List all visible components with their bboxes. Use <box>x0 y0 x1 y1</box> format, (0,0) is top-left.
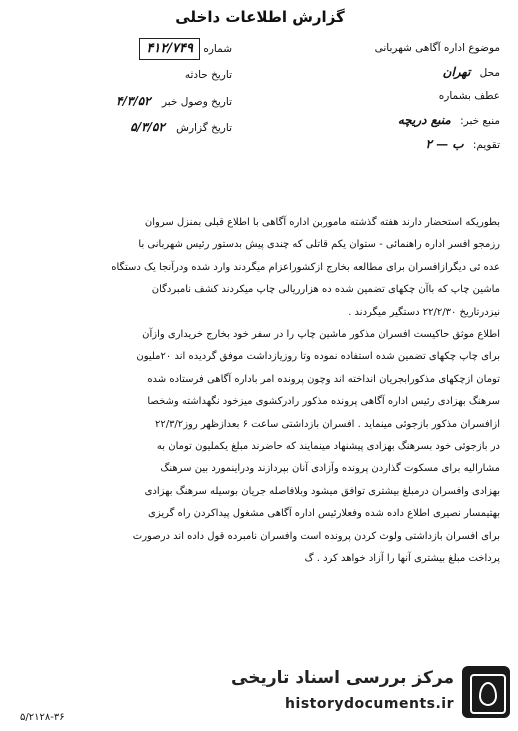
received-date-value: ۴/۳/۵۲ <box>116 94 151 108</box>
assessment-label: تقویم: <box>472 139 500 151</box>
place-value: تهران <box>442 65 471 79</box>
place-row <box>280 60 500 84</box>
number-value: ۴۱۲/۷۴۹ <box>139 38 200 60</box>
watermark <box>210 660 510 726</box>
report-date-row <box>22 114 232 140</box>
incident-date-label: تاریخ حادثه <box>184 69 232 81</box>
source-label: منبع خبر: <box>460 115 500 127</box>
report-body <box>20 212 500 571</box>
watermark-org-name: مرکز بررسی اسناد تاریخی <box>231 668 454 688</box>
subject-value: اداره آگاهی شهربانی <box>374 42 465 54</box>
reference-label: عطف بشماره <box>438 90 500 102</box>
body-line: ازافسران مذکور بازجوئی مینماید . افسران بازداشتی ساعت ۶ بعدازظهر روز۲۲/۳/۲ <box>154 418 500 430</box>
body-line: مشارالیه برای مسکوت گذاردن پرونده وآزادی آنان بپردازند ودراینمورد بین سرهنگ <box>160 463 500 475</box>
reference-row <box>280 84 500 108</box>
header-fields-right <box>280 36 500 156</box>
body-line: ماشین چاپ که باآن چکهای تضمین شده ده هزارریالی چاپ میکردند کشف نامبردگان <box>151 284 500 296</box>
number-label: شماره <box>203 43 232 55</box>
assessment-value: ب — ۲ <box>425 137 464 151</box>
body-line: بهتیمسار نصیری اطلاع داده شده وفعلارئیس اداره آگاهی مشغول پیداکردن راه گریزی <box>148 508 500 520</box>
body-line: بطوریکه استحضار دارند هفته گذشته ماموربن اداره آگاهی با اطلاع قبلی بمنزل سروان <box>144 217 500 228</box>
header-fields-left <box>22 36 232 140</box>
body-line: اطلاع موثق حاکیست افسران مذکور ماشین چاپ را در سفر خود بخارج خریداری وازآن <box>142 329 500 341</box>
place-label: محل <box>479 67 500 79</box>
body-line: پرداخت مبلغ بیشتری آنها را آزاد خواهد کرد . گ <box>304 553 500 565</box>
body-line: بهزادی وافسران درمبلغ بیشتری توافق میشود وبلافاصله جریان بوسیله سرهنگ بهزادی <box>144 485 500 497</box>
received-date-label: تاریخ وصول خبر <box>161 96 232 108</box>
body-line: نیزدرتاریخ ۲۲/۲/۳۰ دستگیر میگردند . <box>348 306 500 318</box>
source-value: منبع دریچه <box>397 113 451 127</box>
assessment-row <box>280 132 500 156</box>
incident-date-row <box>22 62 232 88</box>
body-line: در بازجوئی خود بسرهنگ بهزادی پیشنهاد مینمایند که حاضرند مبلغ یکملیون تومان به <box>156 441 500 453</box>
body-line: برای چاپ چکهای تضمین شده استفاده نموده وتا روزیازداشت موفق گردیده اند ۲۰ملیون <box>136 351 500 363</box>
source-row <box>280 108 500 132</box>
archive-logo-icon <box>462 666 510 718</box>
subject-label: موضوع <box>468 42 500 54</box>
body-line: رزمجو افسر اداره راهنمائی - ستوان یکم قاتلی که چندی پیش بدستور رئیس شهربانی با <box>138 239 500 251</box>
body-line: عده ئی دیگرازافسران برای مطالعه بخارج ازکشوراعزام میگردند وارد شده ودرآنجا یک دستگاه <box>111 261 500 273</box>
subject-row <box>280 36 500 60</box>
report-date-label: تاریخ گزارش <box>176 122 232 134</box>
number-row <box>22 36 232 62</box>
body-line: برای افسران بازداشتی ولوث کردن پرونده است وافسران نامبرده قول داده اند درصورت <box>132 530 500 542</box>
page-title: گزارش اطلاعات داخلی <box>175 8 345 26</box>
received-date-row <box>22 88 232 114</box>
body-line: سرهنگ بهزادی رئیس اداره آگاهی پرونده مذکور رادرکشوی میزخود نگهداشته وشخصا <box>147 396 500 408</box>
body-line: تومان ازچکهای مذکورابجریان انداخته اند وچون پرونده امر باداره آگاهی فرستاده شده <box>147 373 500 385</box>
report-date-value: ۵/۳/۵۲ <box>130 120 165 134</box>
watermark-url: historydocuments.ir <box>285 696 454 712</box>
footer-code: ۵/۲۱۲۸-۳۶ <box>20 712 65 723</box>
